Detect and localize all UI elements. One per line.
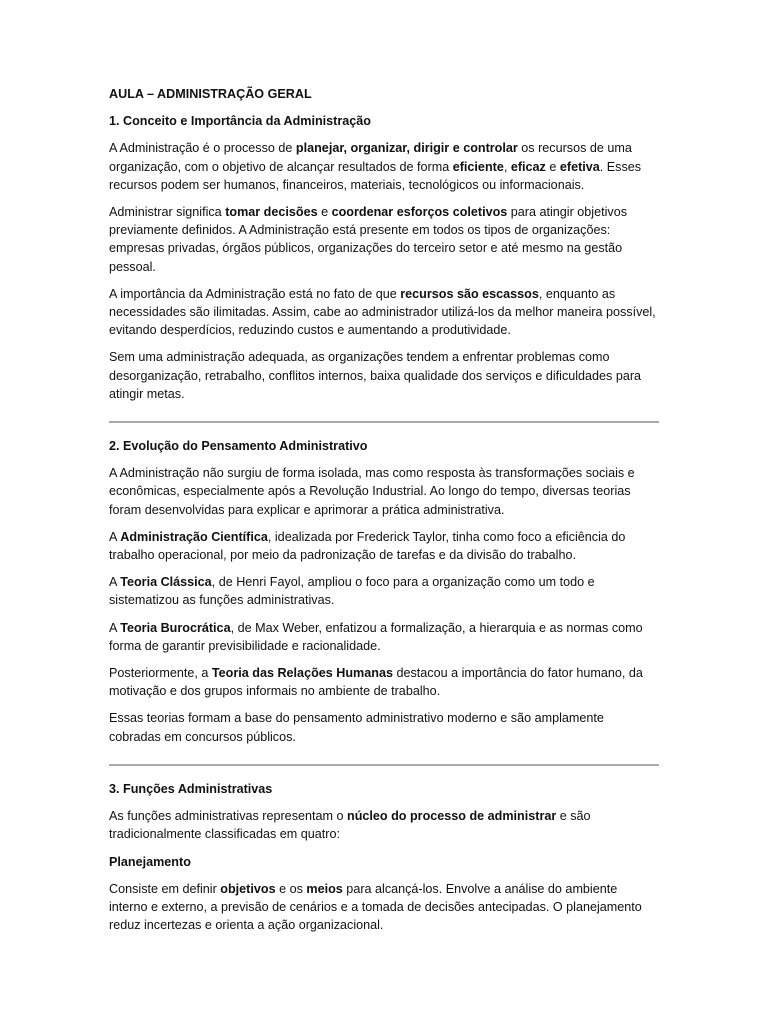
- bold-text: eficiente: [452, 159, 504, 174]
- text-run: A importância da Administração está no fato de que: [109, 286, 401, 301]
- bold-text: meios: [306, 881, 343, 896]
- bold-text: eficaz: [510, 159, 546, 174]
- bold-text: Administração Científica: [120, 529, 268, 544]
- text-run: A: [109, 529, 121, 544]
- text-run: As funções administrativas representam o: [109, 809, 347, 824]
- paragraph: [109, 664, 659, 700]
- text-run: e são tradicionalmente classificadas em quatro:: [109, 809, 591, 842]
- paragraph: [109, 807, 659, 843]
- text-run: Administrar significa: [109, 205, 226, 220]
- subsection-heading: Planejamento: [109, 854, 191, 869]
- paragraph: [109, 203, 659, 276]
- text-run: A: [109, 620, 121, 635]
- text-run: Posteriormente, a: [109, 666, 212, 681]
- paragraph: [109, 464, 659, 519]
- text-run: destacou a importância do fator humano, da motivação e dos grupos informais no ambiente de trabalho.: [109, 666, 643, 699]
- paragraph: [109, 880, 659, 935]
- text-run: para atingir objetivos previamente definidos. A Administração está presente em todos os tipos de organizações: empresas privadas, órgãos públicos, organizações do terceiro setor e até mesmo na gestão pessoal.: [109, 205, 628, 274]
- text-run: A Administração não surgiu de forma isolada, mas como resposta às transformações sociais e econômicas, especialmente após a Revolução Industrial. Ao longo do tempo, diversas teorias foram desenvolvidas para explicar e aprimorar a prática administrativa.: [109, 466, 635, 517]
- text-run: A: [109, 575, 121, 590]
- paragraph: [109, 528, 659, 564]
- bold-text: Teoria Clássica: [120, 575, 212, 590]
- text-run: , de Max Weber, enfatizou a formalização, a hierarquia e as normas como forma de garantir previsibilidade e racionalidade.: [109, 620, 643, 653]
- text-run: os recursos de uma organização, com o objetivo de alcançar resultados de forma: [109, 141, 632, 174]
- paragraph: [109, 709, 659, 745]
- text-run: , enquanto as necessidades são ilimitadas. Assim, cabe ao administrador utilizá-los da melhor maneira possível, evitando desperdícios, reduzindo custos e aumentando a produtividade.: [109, 286, 656, 338]
- paragraph: [109, 619, 659, 655]
- text-run: , de Henri Fayol, ampliou o foco para a organização como um todo e sistematizou as funções administrativas.: [109, 575, 595, 608]
- paragraph: [109, 285, 659, 340]
- text-run: ,: [503, 159, 511, 174]
- bold-text: Teoria das Relações Humanas: [211, 666, 393, 681]
- section-divider: [109, 764, 659, 766]
- bold-text: objetivos: [220, 881, 276, 896]
- text-run: Essas teorias formam a base do pensamento administrativo moderno e são amplamente cobradas em concursos públicos.: [109, 711, 604, 744]
- bold-text: tomar decisões: [225, 205, 318, 220]
- text-run: para alcançá-los. Envolve a análise do ambiente interno e externo, a previsão de cenários e a tomada de decisões antecipadas. O planejamento reduz incertezas e orienta a ação organizacional.: [109, 881, 642, 933]
- paragraph: [109, 139, 659, 194]
- section-heading: 1. Conceito e Importância da Administração: [109, 114, 371, 129]
- bold-text: coordenar esforços coletivos: [331, 205, 508, 220]
- text-run: A Administração é o processo de: [109, 141, 296, 156]
- text-run: e: [317, 205, 332, 220]
- text-run: , idealizada por Frederick Taylor, tinha como foco a eficiência do trabalho operacional, por meio da padronização de tarefas e da divisão do trabalho.: [109, 529, 626, 563]
- section-divider: [109, 421, 659, 423]
- section-heading: 2. Evolução do Pensamento Administrativo: [109, 439, 368, 454]
- text-run: . Esses recursos podem ser humanos, financeiros, materiais, tecnológicos ou informacionais.: [109, 159, 642, 192]
- paragraph: [109, 573, 659, 609]
- section-heading: 3. Funções Administrativas: [109, 781, 273, 796]
- bold-text: efetiva: [559, 159, 600, 174]
- paragraph: [109, 348, 659, 403]
- bold-text: planejar, organizar, dirigir e controlar: [295, 141, 518, 156]
- text-run: e os: [275, 881, 307, 896]
- document-body: [109, 112, 659, 934]
- bold-text: núcleo do processo de administrar: [347, 809, 557, 824]
- text-run: Sem uma administração adequada, as organizações tendem a enfrentar problemas como desorganização, retrabalho, conflitos internos, baixa qualidade dos serviços e dificuldades para atingir metas.: [109, 350, 642, 401]
- text-run: Consiste em definir: [109, 881, 221, 896]
- bold-text: recursos são escassos: [400, 286, 539, 301]
- bold-text: Teoria Burocrática: [120, 620, 231, 635]
- document-title: AULA – ADMINISTRAÇÃO GERAL: [109, 87, 312, 101]
- text-run: e: [545, 159, 560, 174]
